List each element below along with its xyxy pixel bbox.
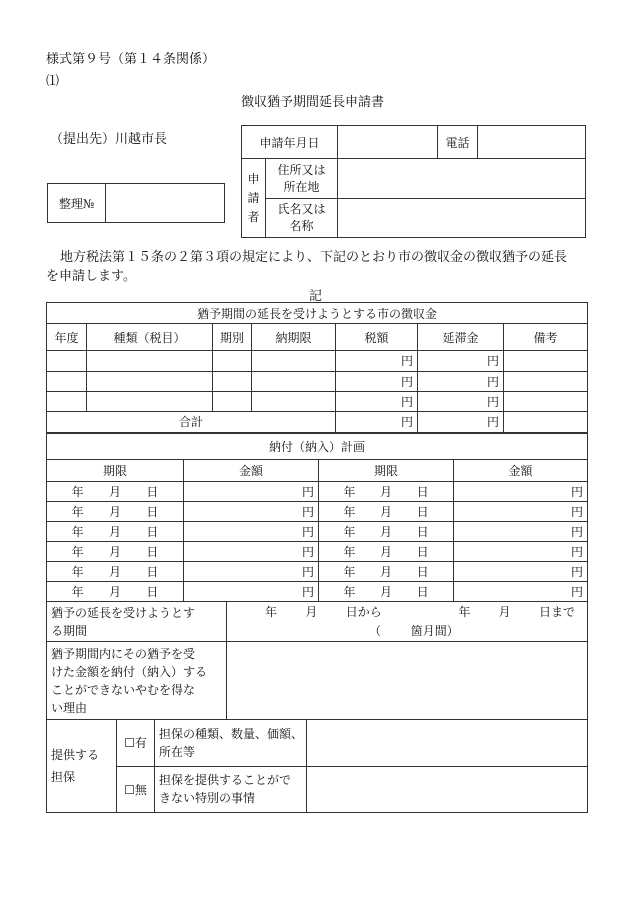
plan-date-cell[interactable] <box>47 542 184 562</box>
date-month: 月 <box>379 485 392 499</box>
plan-row <box>47 582 588 602</box>
plan-date-cell[interactable] <box>47 522 184 542</box>
plan-row <box>47 562 588 582</box>
plan-date-cell[interactable] <box>319 502 454 522</box>
plan-header-amount-1: 金額 <box>184 460 319 482</box>
section1-title: 猶予期間の延長を受けようとする市の徴収金 <box>47 303 588 324</box>
seiri-box <box>47 183 225 223</box>
header-notes: 備考 <box>504 324 588 351</box>
period-label: 猶予の延長を受けようとす る期間 <box>47 602 227 642</box>
date-day: 日 <box>416 545 429 559</box>
period-to-year: 年 <box>458 604 471 619</box>
ki-label: 記 <box>309 289 323 304</box>
date-day: 日 <box>146 505 159 519</box>
date-month: 月 <box>108 545 121 559</box>
plan-header-deadline-2: 期限 <box>319 460 454 482</box>
date-month: 月 <box>379 585 392 599</box>
total-notes-cell[interactable] <box>504 411 588 432</box>
plan-date-cell[interactable] <box>47 502 184 522</box>
date-month: 月 <box>108 485 121 499</box>
notes-cell[interactable] <box>504 391 588 411</box>
form-number: 様式第９号（第１４条関係） <box>46 52 216 67</box>
applicant-table <box>241 125 586 238</box>
collection-table <box>46 302 588 433</box>
collateral-yes-checkbox[interactable]: ☐有 <box>117 720 155 766</box>
date-year: 年 <box>71 525 84 539</box>
date-month: 月 <box>108 565 121 579</box>
delinquency-cell[interactable]: 円 <box>418 391 504 411</box>
plan-header-amount-2: 金額 <box>454 460 588 482</box>
year-cell[interactable] <box>47 391 87 411</box>
plan-date-cell[interactable] <box>319 482 454 502</box>
date-day: 日 <box>416 485 429 499</box>
year-cell[interactable] <box>47 371 87 391</box>
date-month: 月 <box>108 585 121 599</box>
applicant-vertical-label: 申 請 者 <box>242 159 266 238</box>
period-to-month: 月 <box>498 604 511 619</box>
collateral-yes-field[interactable] <box>307 720 588 766</box>
total-tax-cell[interactable]: 円 <box>336 411 418 432</box>
name-field[interactable] <box>338 199 586 238</box>
period-from-year: 年 <box>265 604 278 619</box>
seiri-field[interactable] <box>106 184 225 223</box>
section2-title: 納付（納入）計画 <box>47 434 588 460</box>
header-due: 納期限 <box>252 324 336 351</box>
table-row <box>47 371 588 391</box>
reason-field[interactable] <box>227 642 588 720</box>
date-month: 月 <box>108 505 121 519</box>
type-cell[interactable] <box>87 391 213 411</box>
plan-row <box>47 482 588 502</box>
months-open: （ <box>369 623 382 638</box>
date-year: 年 <box>343 485 356 499</box>
seiri-label: 整理№ <box>48 184 106 223</box>
plan-amount-cell[interactable]: 円 <box>454 582 588 602</box>
plan-amount-cell[interactable]: 円 <box>454 502 588 522</box>
date-day: 日 <box>146 525 159 539</box>
collateral-no-desc: 担保を提供することがで きない特別の事情 <box>155 766 307 812</box>
plan-date-cell[interactable] <box>47 582 184 602</box>
date-day: 日 <box>146 565 159 579</box>
page-title: 徴収猶予期間延長申請書 <box>241 95 385 110</box>
date-day: 日 <box>416 525 429 539</box>
tax-cell[interactable]: 円 <box>336 351 418 371</box>
period-field[interactable] <box>227 602 588 642</box>
plan-date-cell[interactable] <box>319 522 454 542</box>
header-term: 期別 <box>213 324 252 351</box>
application-date-label: 申請年月日 <box>242 126 338 159</box>
date-month: 月 <box>379 565 392 579</box>
payment-plan-table <box>46 433 588 602</box>
plan-amount-cell[interactable]: 円 <box>184 502 319 522</box>
date-month: 月 <box>379 505 392 519</box>
year-cell[interactable] <box>47 351 87 371</box>
recipient: （提出先）川越市長 <box>50 132 168 147</box>
plan-amount-cell[interactable]: 円 <box>454 522 588 542</box>
collateral-no-checkbox[interactable]: ☐無 <box>117 766 155 812</box>
date-day: 日 <box>416 565 429 579</box>
table-row <box>47 391 588 411</box>
notes-cell[interactable] <box>504 351 588 371</box>
tax-cell[interactable]: 円 <box>336 391 418 411</box>
plan-amount-cell[interactable]: 円 <box>184 582 319 602</box>
due-cell[interactable] <box>252 391 336 411</box>
months-close: 箇月間） <box>410 623 459 638</box>
period-to-day: 日まで <box>538 604 575 619</box>
date-year: 年 <box>71 545 84 559</box>
date-year: 年 <box>71 585 84 599</box>
sub-number: ⑴ <box>46 74 60 89</box>
date-day: 日 <box>146 485 159 499</box>
plan-date-cell[interactable] <box>319 542 454 562</box>
date-year: 年 <box>71 485 84 499</box>
tax-cell[interactable]: 円 <box>336 371 418 391</box>
table-row <box>47 351 588 371</box>
application-date-field[interactable] <box>338 126 438 159</box>
date-year: 年 <box>343 505 356 519</box>
term-cell[interactable] <box>213 351 252 371</box>
due-cell[interactable] <box>252 351 336 371</box>
plan-amount-cell[interactable]: 円 <box>184 482 319 502</box>
date-day: 日 <box>416 505 429 519</box>
date-day: 日 <box>146 585 159 599</box>
details-table <box>46 601 588 813</box>
delinquency-cell[interactable]: 円 <box>418 371 504 391</box>
total-label: 合計 <box>47 411 336 432</box>
date-month: 月 <box>379 545 392 559</box>
intro-line-2: を申請します。 <box>46 269 136 284</box>
total-row <box>47 411 588 432</box>
date-year: 年 <box>343 545 356 559</box>
date-month: 月 <box>379 525 392 539</box>
header-type: 種類（税目） <box>87 324 213 351</box>
plan-header-deadline-1: 期限 <box>47 460 184 482</box>
name-label: 氏名又は 名称 <box>266 199 338 238</box>
phone-field[interactable] <box>478 126 586 159</box>
collateral-no-field[interactable] <box>307 766 588 812</box>
plan-amount-cell[interactable]: 円 <box>454 542 588 562</box>
phone-label: 電話 <box>438 126 478 159</box>
plan-amount-cell[interactable]: 円 <box>184 542 319 562</box>
type-cell[interactable] <box>87 371 213 391</box>
date-year: 年 <box>343 565 356 579</box>
notes-cell[interactable] <box>504 371 588 391</box>
due-cell[interactable] <box>252 371 336 391</box>
plan-row <box>47 522 588 542</box>
period-from-month: 月 <box>305 604 318 619</box>
plan-amount-cell[interactable]: 円 <box>184 562 319 582</box>
plan-amount-cell[interactable]: 円 <box>454 562 588 582</box>
plan-row <box>47 542 588 562</box>
date-day: 日 <box>146 545 159 559</box>
term-cell[interactable] <box>213 371 252 391</box>
plan-date-cell[interactable] <box>47 482 184 502</box>
plan-date-cell[interactable] <box>319 582 454 602</box>
type-cell[interactable] <box>87 351 213 371</box>
header-year: 年度 <box>47 324 87 351</box>
date-year: 年 <box>71 565 84 579</box>
plan-amount-cell[interactable]: 円 <box>454 482 588 502</box>
plan-date-cell[interactable] <box>47 562 184 582</box>
header-delinquency: 延滞金 <box>418 324 504 351</box>
plan-date-cell[interactable] <box>319 562 454 582</box>
term-cell[interactable] <box>213 391 252 411</box>
reason-label: 猶予期間内にその猶予を受 けた金額を納付（納入）する ことができないやむを得な い理由 <box>47 642 227 720</box>
plan-amount-cell[interactable]: 円 <box>184 522 319 542</box>
collateral-yes-desc: 担保の種類、数量、価額、 所在等 <box>155 720 307 766</box>
intro-line-1: 地方税法第１５条の２第３項の規定により、下記のとおり市の徴収金の徴収猶予の延長 <box>60 250 568 265</box>
date-year: 年 <box>343 525 356 539</box>
address-label: 住所又は 所在地 <box>266 159 338 199</box>
address-field[interactable] <box>338 159 586 199</box>
date-month: 月 <box>108 525 121 539</box>
header-tax: 税額 <box>336 324 418 351</box>
delinquency-cell[interactable]: 円 <box>418 351 504 371</box>
date-year: 年 <box>343 585 356 599</box>
period-from-day: 日から <box>345 604 382 619</box>
collateral-label: 提供する 担保 <box>47 720 117 813</box>
date-year: 年 <box>71 505 84 519</box>
plan-row <box>47 502 588 522</box>
total-delinquency-cell[interactable]: 円 <box>418 411 504 432</box>
date-day: 日 <box>416 585 429 599</box>
